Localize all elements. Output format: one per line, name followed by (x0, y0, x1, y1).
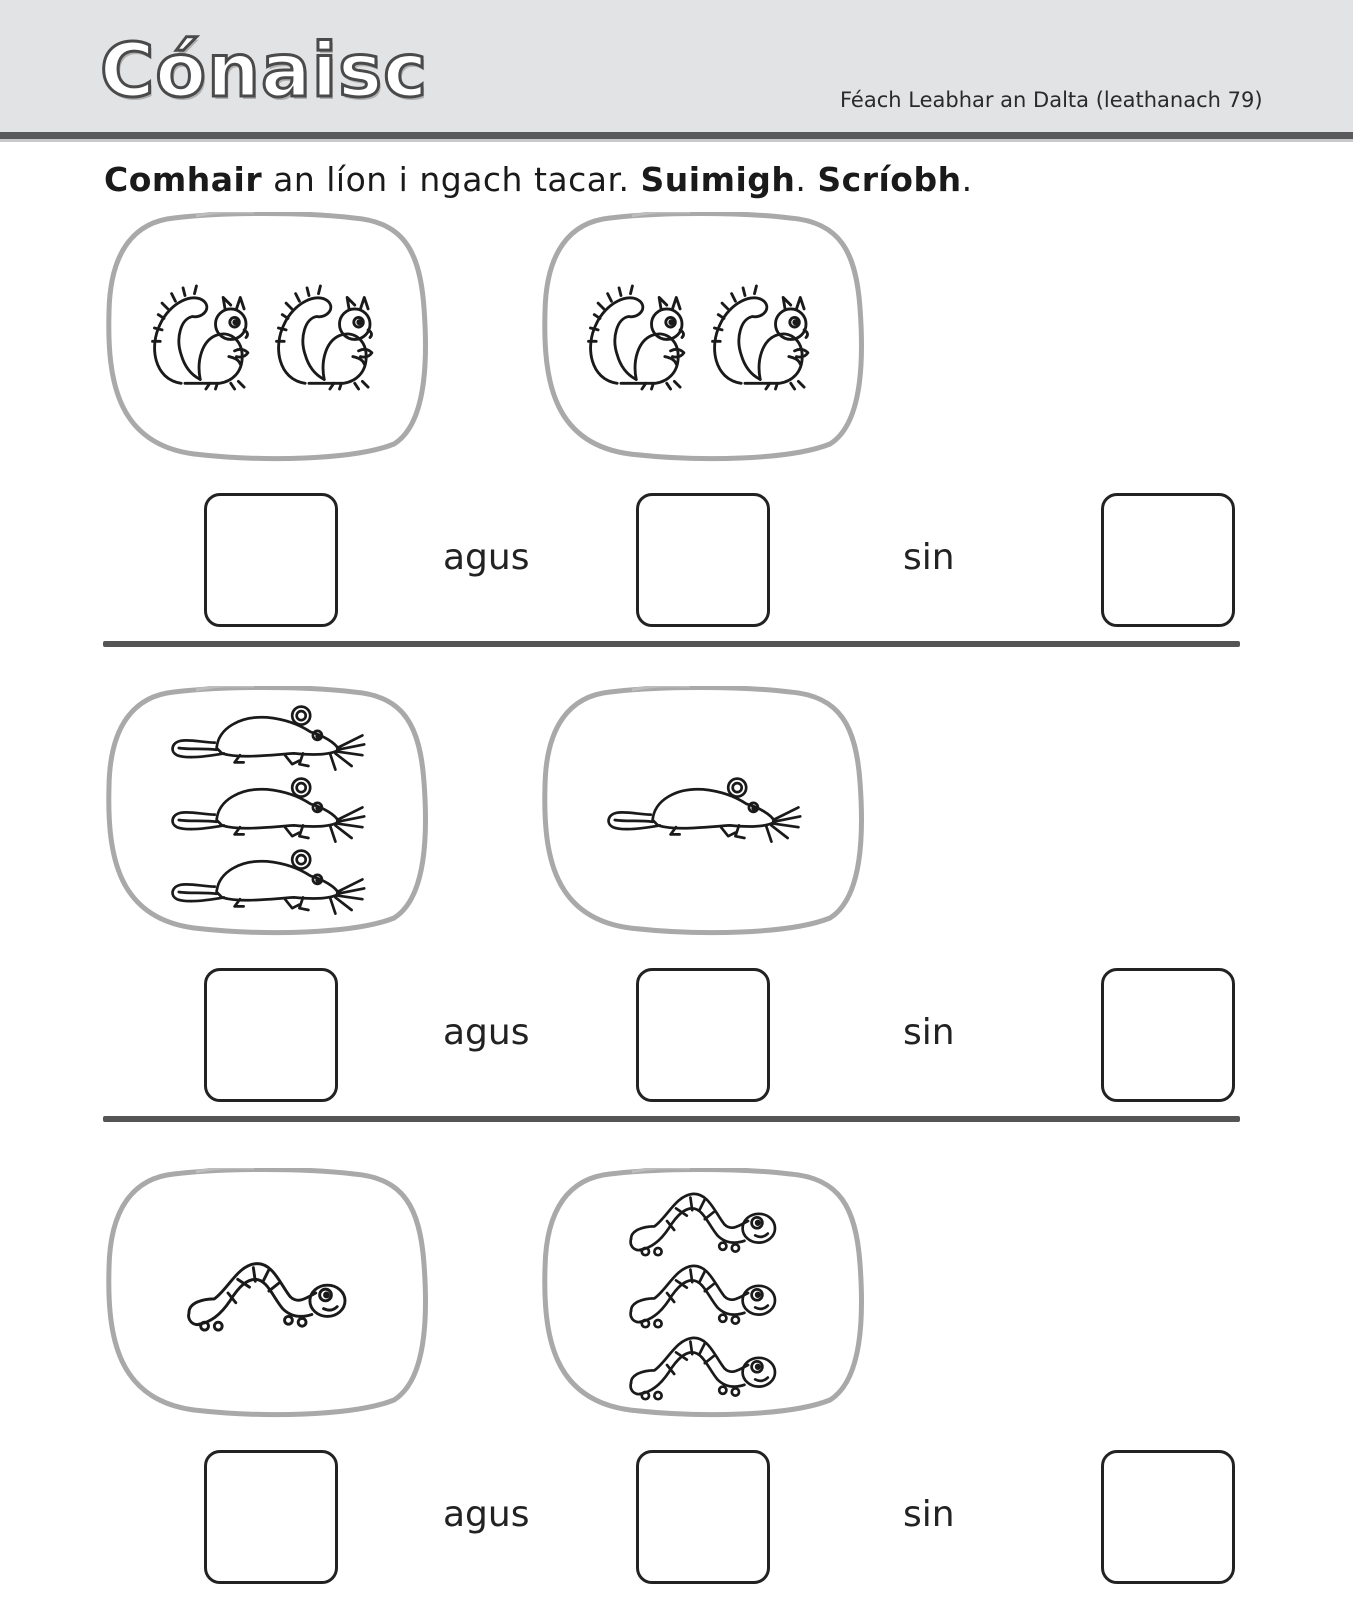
instruction-end: . (961, 160, 973, 199)
set-left-row2 (104, 686, 430, 936)
word-equals: sin (903, 537, 955, 578)
set-left-row1 (104, 212, 430, 462)
page-title: Cónaisc (100, 28, 429, 114)
caterpillar-icon (618, 1185, 788, 1257)
answer-box-right-row1[interactable] (636, 493, 770, 627)
answer-box-total-row2[interactable] (1101, 968, 1235, 1102)
answer-box-left-row3[interactable] (204, 1450, 338, 1584)
mouse-icon (161, 703, 373, 775)
answer-box-left-row1[interactable] (204, 493, 338, 627)
instruction-write: Scríobh (817, 160, 962, 199)
squirrel-icon (267, 280, 391, 395)
header-rule-shadow (0, 139, 1353, 142)
answer-box-total-row1[interactable] (1101, 493, 1235, 627)
word-and: agus (443, 1012, 530, 1053)
row-divider (103, 641, 1240, 647)
mouse-icon (597, 775, 809, 847)
word-and: agus (443, 537, 530, 578)
instruction-add: Suimigh (640, 160, 796, 199)
set-right-row2 (540, 686, 866, 936)
mouse-icon (161, 847, 373, 919)
instruction-count: Comhair (104, 160, 263, 199)
row-divider (103, 1116, 1240, 1122)
set-right-row3 (540, 1168, 866, 1418)
word-equals: sin (903, 1494, 955, 1535)
header-rule (0, 132, 1353, 139)
squirrel-icon (579, 280, 703, 395)
book-reference: Féach Leabhar an Dalta (leathanach 79) (840, 88, 1263, 112)
squirrel-icon (703, 280, 827, 395)
set-right-row1 (540, 212, 866, 462)
answer-box-right-row3[interactable] (636, 1450, 770, 1584)
instruction-sep: . (795, 160, 818, 199)
answer-box-total-row3[interactable] (1101, 1450, 1235, 1584)
answer-box-right-row2[interactable] (636, 968, 770, 1102)
mouse-icon (161, 775, 373, 847)
squirrel-icon (143, 280, 267, 395)
word-equals: sin (903, 1012, 955, 1053)
set-left-row3 (104, 1168, 430, 1418)
instruction (104, 160, 973, 199)
caterpillar-icon (618, 1257, 788, 1329)
caterpillar-icon (179, 1254, 355, 1332)
answer-box-left-row2[interactable] (204, 968, 338, 1102)
caterpillar-icon (618, 1329, 788, 1401)
instruction-text: an líon i ngach tacar. (262, 160, 641, 199)
word-and: agus (443, 1494, 530, 1535)
